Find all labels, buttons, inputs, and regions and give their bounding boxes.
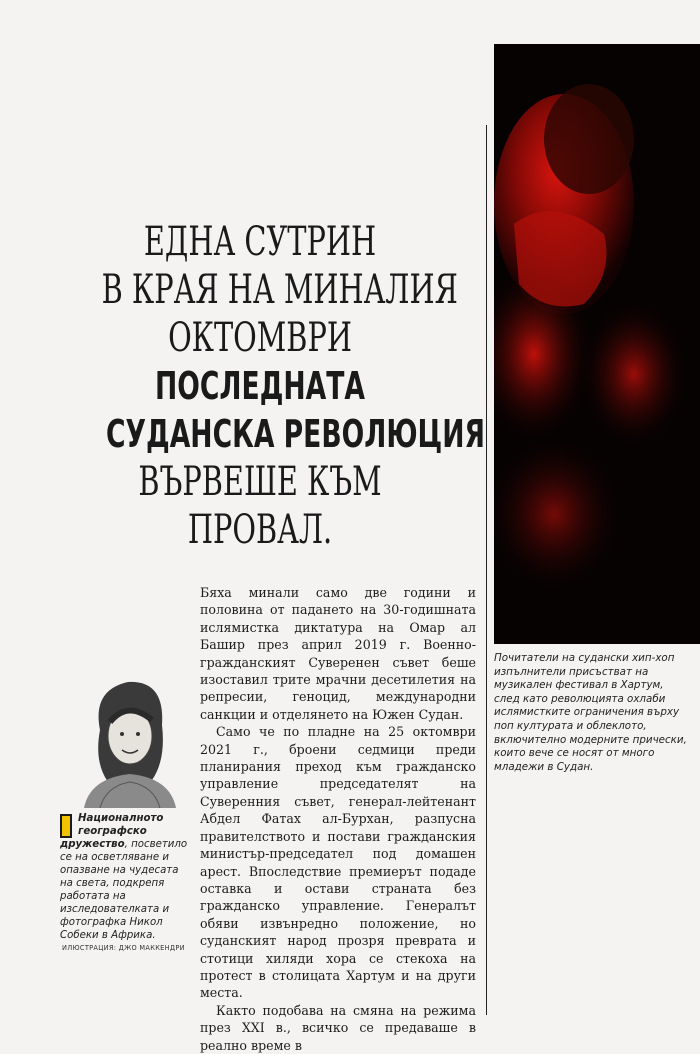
headline-line-4: ПОСЛЕДНАТА	[155, 364, 365, 408]
article-paragraph-3: Както подобава на смяна на режима през XXI в., всичко се предаваше в реално време в	[200, 1002, 476, 1053]
headline-line-2: В КРАЯ НА МИНАЛИЯ	[101, 267, 458, 313]
concert-photo-illustration	[494, 44, 700, 644]
illustration-credit: ИЛЮСТРАЦИЯ: ДЖО МАККЕНДРИ	[62, 944, 185, 952]
headline-line-6: ВЪРВЕШЕ КЪМ	[138, 459, 382, 505]
nat-geo-logo-icon	[60, 814, 72, 838]
author-bio	[60, 812, 192, 942]
photo-caption: Почитатели на судански хип-хоп изпълнители присъстват на музикален фестивал в Хартум, след като революцията охлаби ислямистките ограничения върху поп културата и облеклото, включително модерните прически, които вече се носят от много младежи в Судан.	[494, 652, 687, 773]
headline-line-1: ЕДНА СУТРИН	[143, 219, 377, 265]
headline-line-7: ПРОВАЛ.	[187, 507, 333, 553]
bio-text: , посветило се на осветляване и опазване на чудесата на света, подкрепя работата на изследователката и фотографка Никол Собеки в Африка.	[60, 839, 188, 941]
concert-photo	[494, 44, 700, 644]
column-divider	[486, 125, 487, 1015]
article-paragraph-2: Само че по пладне на 25 октомври 2021 г., броени седмици преди планирания преход към гражданско управление председателят на Суверенния съвет, генерал-лейтенант Абдел Фатах ал-Бурхан, разпусна правителството и постави гражданския министър-председател под домашен арест. Впоследствие премиерът подаде оставка и остави страната без гражданско управление. Генералът обяви извънредно положение, но суданският народ прозря превратa и стотици хиляди хора се стекоха на протест в столицата Хартум и на други места.	[200, 724, 476, 1001]
headline	[40, 218, 485, 554]
article-body	[200, 584, 476, 1054]
bio-organization: Националното географско дружество	[60, 813, 164, 850]
article-paragraph-1: Бяха минали само две години и половина от падането на 30-годишната ислямистка диктатура на Омар ал Башир през април 2019 г. Военно-гражданският Суверенен съвет беше изоставил трите мрачни десетилетия на репресии, геноцид, международни санкции и отделянето на Южен Судан.	[200, 585, 476, 722]
headline-line-3: ОКТОМВРИ	[168, 315, 352, 361]
portrait-illustration	[70, 670, 188, 808]
author-portrait	[70, 670, 188, 808]
headline-line-5: СУДАНСКА РЕВОЛЮЦИЯ	[106, 412, 485, 456]
